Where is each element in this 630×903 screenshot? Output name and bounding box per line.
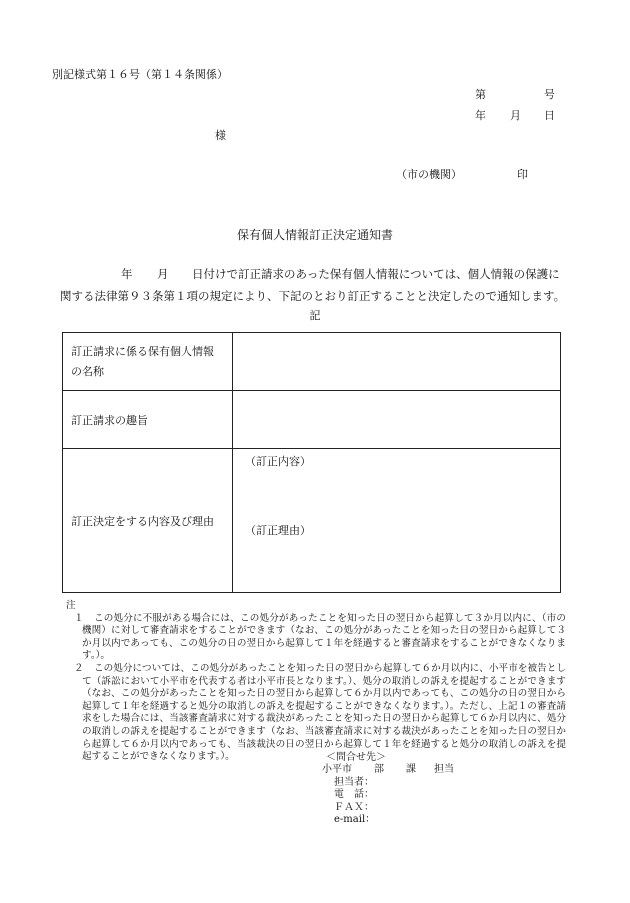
note-number: １ xyxy=(74,612,84,624)
correction-content-label: （訂正内容） xyxy=(245,455,311,468)
contact-city: 小平市 xyxy=(322,764,352,776)
contact-email: e-mail： xyxy=(334,814,376,826)
contact-department-line xyxy=(322,764,454,776)
table-label-info-name: 訂正請求に係る保有個人情報の名称 xyxy=(63,333,233,391)
body-line1: 日付けで訂正請求のあった保有個人情報については、個人情報の保護に xyxy=(192,267,560,281)
date-year: 年 xyxy=(475,109,486,122)
document-title: 保有個人情報訂正決定通知書 xyxy=(236,228,393,242)
note-text: この処分については、この処分があったことを知った日の翌日から起算して６か月以内に、小平市を被告として（訴訟において小平市を代表する者は小平市長となります。）、処分の取消しの訴えを提起することができます（なお、この処分があったことを知った日の翌日から起算して６か月以内であっても、この処分の日の翌日から起算して１年を経過すると処分の取消しの訴えを提起することができなくなります。）。ただし、上記１の審査請求をした場合には、当該審査請求に対する裁決があったことを知った日の翌日から起算して６か月以内に、処分の取消しの訴えを提起することができます（なお、当該審査請求に対する裁決があったことを知った日の翌日から起算して６か月以内であっても、当該裁決の日の翌日から起算して１年を経過すると処分の取消しの訴えを提起することができなくなります。）。 xyxy=(82,662,566,763)
doc-number-suffix: 号 xyxy=(544,88,555,101)
body-line2: 関する法律第９３条第１項の規定により、下記のとおり訂正することと決定したので通知します。 xyxy=(60,289,566,303)
contact-ka: 課 xyxy=(406,764,416,776)
note-number: ２ xyxy=(74,662,84,674)
table-value-request-purpose xyxy=(233,391,561,449)
contact-block xyxy=(322,752,454,826)
form-label: 別記様式第１６号（第１４条関係） xyxy=(52,68,228,81)
body-month: 月 xyxy=(157,267,169,281)
table-value-decision-content xyxy=(233,449,561,593)
ki-heading: 記 xyxy=(309,309,321,322)
contact-heading: ＜問合せ先＞ xyxy=(326,752,386,763)
body-year: 年 xyxy=(121,267,133,281)
notes-section xyxy=(66,600,566,764)
contact-fax: ＦＡＸ： xyxy=(334,801,374,813)
contact-person: 担当者： xyxy=(334,776,374,788)
decision-table xyxy=(62,332,561,593)
addressee-honorific: 様 xyxy=(215,129,226,142)
note-item-1 xyxy=(66,613,566,663)
issuer-org: （市の機関） xyxy=(396,168,462,181)
table-label-decision-content: 訂正決定をする内容及び理由 xyxy=(63,449,233,593)
table-label-request-purpose: 訂正請求の趣旨 xyxy=(63,391,233,449)
contact-tanto: 担当 xyxy=(434,764,454,776)
correction-reason-label: （訂正理由） xyxy=(245,524,311,537)
notes-heading: 注 xyxy=(66,600,76,611)
contact-phone: 電 話： xyxy=(334,789,374,801)
note-text: この処分に不服がある場合には、この処分があったことを知った日の翌日から起算して３か月以内に、（市の機関）に対して審査請求をすることができます（なお、この処分があったことを知った日の翌日から起算して３か月以内であっても、この処分の日の翌日から起算して１年を経過すると審査請求をすることができなくなります。）。 xyxy=(82,612,566,662)
date-month: 月 xyxy=(510,109,521,122)
contact-bu: 部 xyxy=(374,764,384,776)
table-value-info-name xyxy=(233,333,561,391)
date-day: 日 xyxy=(544,109,555,122)
seal-mark: 印 xyxy=(517,168,528,181)
note-item-2 xyxy=(66,663,566,764)
doc-number-prefix: 第 xyxy=(475,88,486,101)
